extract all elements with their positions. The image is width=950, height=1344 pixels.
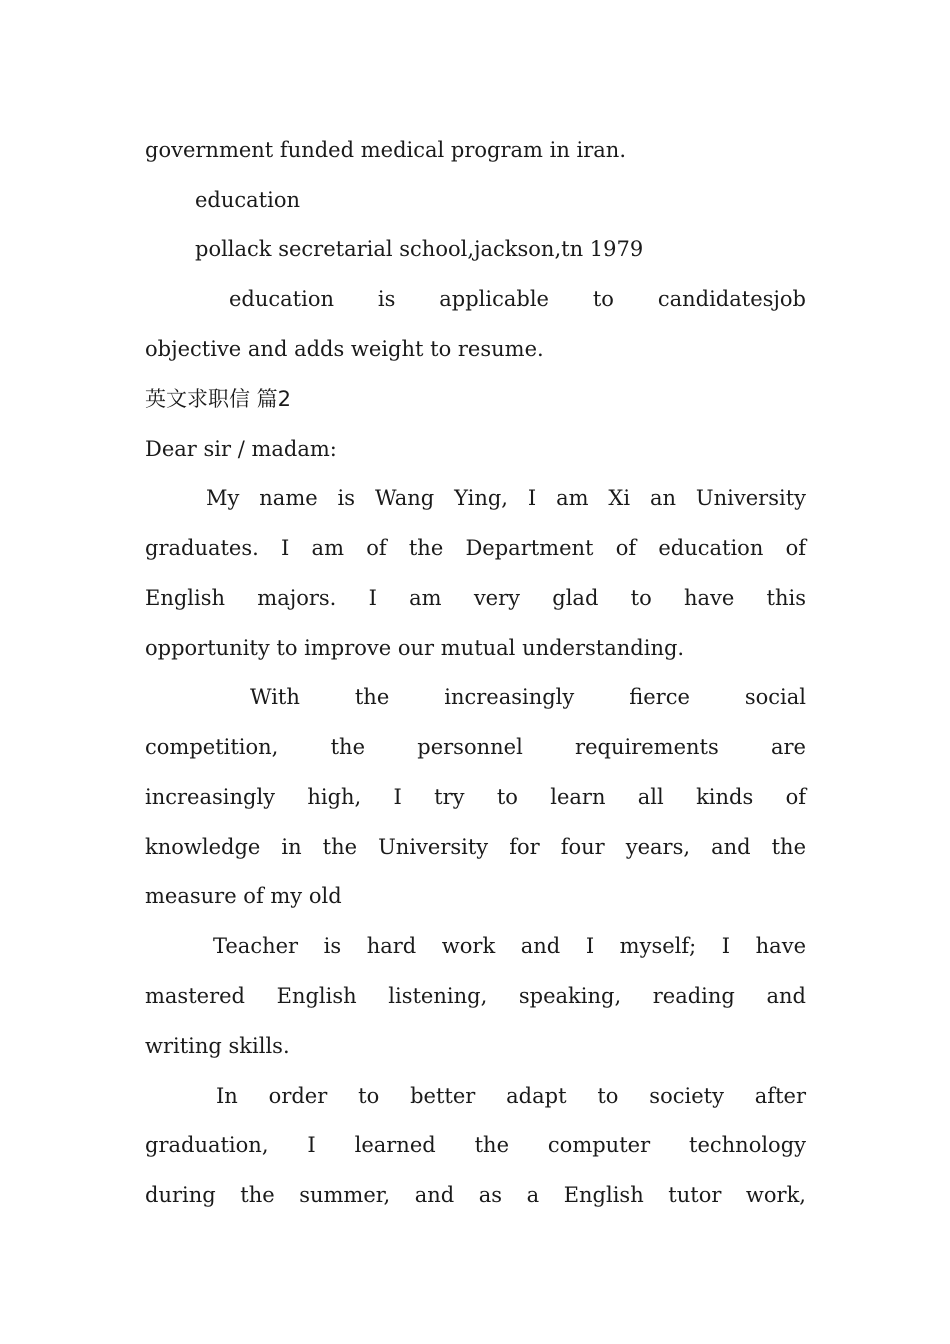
text-line: writing skills. [145,1034,290,1058]
text-line: increasingly high, I try to learn all kinds of [145,785,806,809]
text-line: government funded medical program in iran. [145,138,627,162]
section-label: education [195,188,300,212]
text-line: mastered English listening, speaking, reading and [145,984,806,1008]
text-line: With the increasingly fierce social [250,685,806,709]
text-line: competition, the personnel requirements are [145,735,806,759]
text-line: during the summer, and as a English tutor work, [145,1183,806,1207]
text-line: Teacher is hard work and I myself; I have [213,934,806,958]
text-line: knowledge in the University for four years, and the [145,835,806,859]
section-heading: 英文求职信 篇2 [145,387,292,411]
text-line: measure of my old [145,884,342,908]
text-line: English majors. I am very glad to have this [145,586,806,610]
text-line: education is applicable to candidatesjob [229,287,806,311]
text-line: objective and adds weight to resume. [145,337,544,361]
text-line: graduates. I am of the Department of education of [145,536,806,560]
text-line: pollack secretarial school,jackson,tn 1979 [195,237,644,261]
text-line: opportunity to improve our mutual understanding. [145,636,685,660]
text-line: graduation, I learned the computer technology [145,1133,806,1157]
text-line: In order to better adapt to society after [216,1084,806,1108]
salutation: Dear sir / madam: [145,437,337,461]
text-line: My name is Wang Ying, I am Xi an University [206,486,806,510]
